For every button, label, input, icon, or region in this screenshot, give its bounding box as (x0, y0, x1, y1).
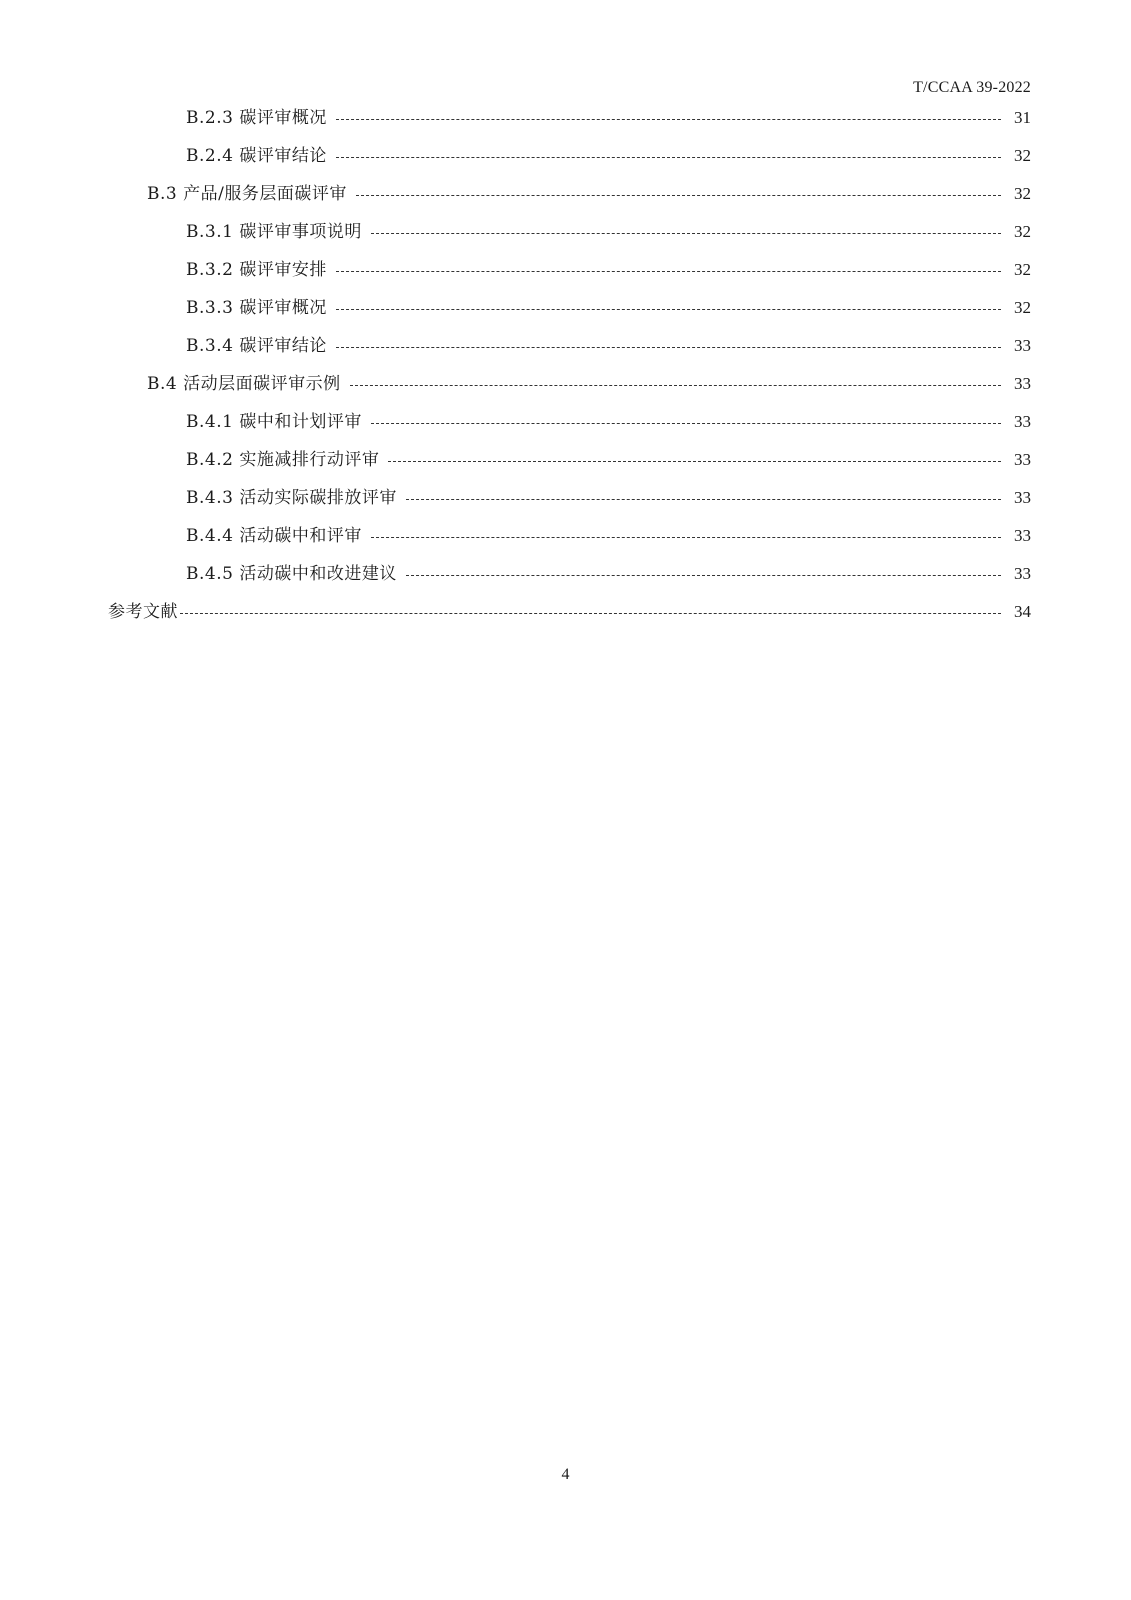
toc-entry-page: 32 (1014, 146, 1031, 165)
toc-dot-leader (350, 385, 1001, 386)
toc-entry-page: 32 (1014, 260, 1031, 279)
toc-dot-leader (336, 271, 1001, 272)
toc-entry-page: 32 (1014, 184, 1031, 203)
toc-entry-page: 32 (1014, 222, 1031, 241)
toc-dot-leader (406, 499, 1001, 500)
toc-entry-label: B.3.3 碳评审概况 (186, 298, 327, 318)
toc-entry-page: 33 (1014, 488, 1031, 507)
toc-entry-b-3[interactable] (147, 182, 1031, 206)
page-number: 4 (561, 1466, 570, 1483)
toc-dot-leader (336, 347, 1001, 348)
toc-entry-label: B.4.5 活动碳中和改进建议 (186, 564, 397, 584)
toc-entry-b-4-5[interactable] (186, 562, 1031, 586)
toc-dot-leader (371, 233, 1001, 234)
toc-entry-page: 34 (1014, 602, 1031, 621)
toc-entry-label: 参考文献 (108, 602, 178, 622)
toc-entry-label: B.3 产品/服务层面碳评审 (147, 184, 347, 204)
toc-entry-label: B.2.3 碳评审概况 (186, 108, 327, 128)
toc-entry-label: B.2.4 碳评审结论 (186, 146, 327, 166)
toc-dot-leader (336, 309, 1001, 310)
toc-entry-label: B.3.4 碳评审结论 (186, 336, 327, 356)
standard-code-header: T/CCAA 39-2022 (913, 79, 1031, 96)
toc-dot-leader (388, 461, 1001, 462)
toc-entry-b-2-3[interactable] (186, 106, 1031, 130)
toc-entry-page: 33 (1014, 526, 1031, 545)
toc-entry-b-3-4[interactable] (186, 334, 1031, 358)
toc-entry-references[interactable] (108, 600, 1031, 624)
toc-entry-b-4-2[interactable] (186, 448, 1031, 472)
toc-entry-b-4-1[interactable] (186, 410, 1031, 434)
toc-entry-b-3-2[interactable] (186, 258, 1031, 282)
toc-entry-page: 31 (1014, 108, 1031, 127)
toc-entry-b-3-3[interactable] (186, 296, 1031, 320)
toc-dot-leader (371, 423, 1001, 424)
toc-entry-label: B.4.4 活动碳中和评审 (186, 526, 362, 546)
toc-entry-page: 33 (1014, 412, 1031, 431)
toc-entry-b-4[interactable] (147, 372, 1031, 396)
toc-entry-label: B.4.1 碳中和计划评审 (186, 412, 362, 432)
toc-dot-leader (336, 119, 1001, 120)
toc-entry-page: 33 (1014, 336, 1031, 355)
toc-dot-leader (356, 195, 1001, 196)
toc-entry-b-4-3[interactable] (186, 486, 1031, 510)
toc-dot-leader (371, 537, 1001, 538)
toc-entry-page: 32 (1014, 298, 1031, 317)
toc-dot-leader (406, 575, 1001, 576)
toc-entry-b-4-4[interactable] (186, 524, 1031, 548)
toc-entry-label: B.4.3 活动实际碳排放评审 (186, 488, 397, 508)
toc-entry-label: B.4.2 实施减排行动评审 (186, 450, 380, 470)
toc-entry-b-2-4[interactable] (186, 144, 1031, 168)
toc-entry-page: 33 (1014, 564, 1031, 583)
toc-entry-page: 33 (1014, 450, 1031, 469)
toc-entry-b-3-1[interactable] (186, 220, 1031, 244)
toc-entry-page: 33 (1014, 374, 1031, 393)
toc-entry-label: B.3.2 碳评审安排 (186, 260, 327, 280)
toc-dot-leader (336, 157, 1001, 158)
toc-dot-leader (180, 613, 1001, 614)
toc-entry-label: B.4 活动层面碳评审示例 (147, 374, 341, 394)
toc-entry-label: B.3.1 碳评审事项说明 (186, 222, 362, 242)
